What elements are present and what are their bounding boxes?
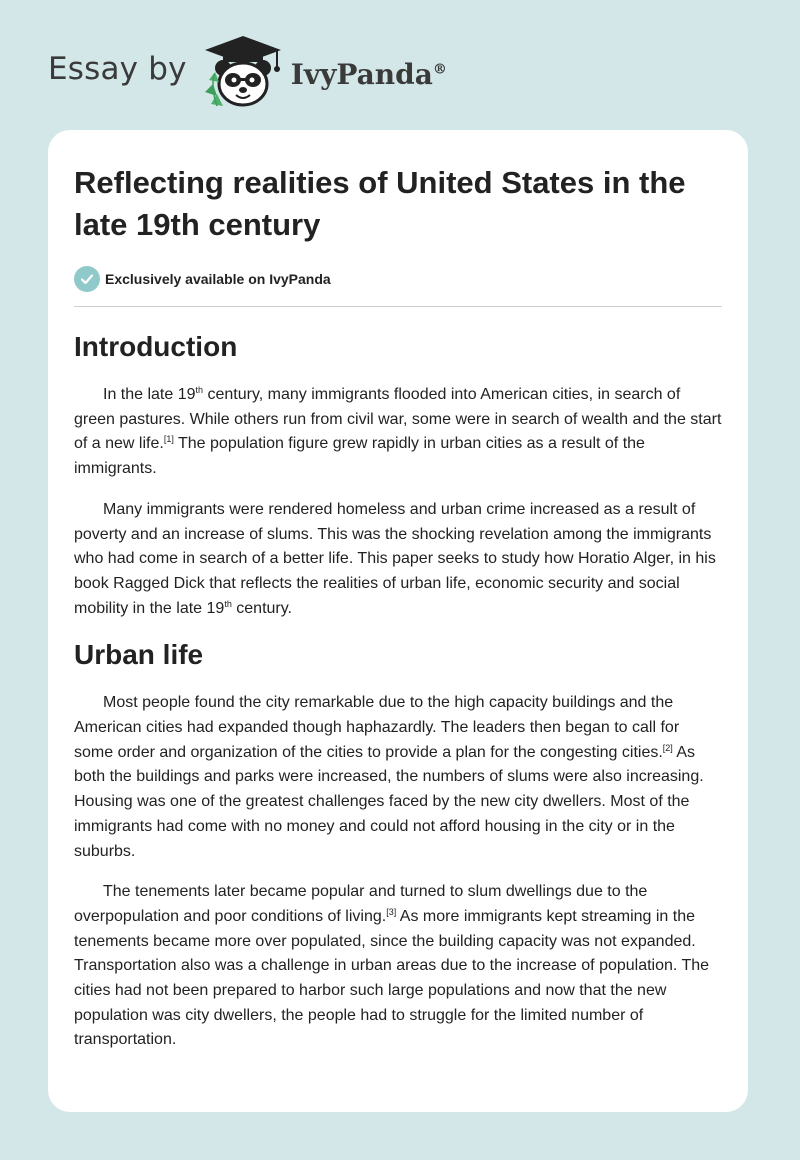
paragraph: Most people found the city remarkable due to the high capacity buildings and the American cities had expanded though haphazardly. The leaders then began to call for some order and organization of the cities to provide a plan for the congesting cities.[2] As both the buildings and parks were increased, the numbers of slums were also increasing. Housing was one of the greatest challenges faced by the new city dwellers. Most of the immigrants had come with no money and could not afford housing in the city or in the suburbs.: [74, 694, 704, 860]
section-heading-introduction: Introduction: [74, 331, 238, 362]
brand-header: [48, 34, 447, 110]
paragraph: Many immigrants were rendered homeless and urban crime increased as a result of poverty and an increase of slums. This was the shocking revelation among the immigrants who had come in search of a better life. This paper seeks to study how Horatio Alger, in his book Ragged Dick that reflects the realities of urban life, economic security and social mobility in the late 19th century.: [74, 500, 716, 617]
paragraph: In the late 19th century, many immigrants flooded into American cities, in search of green pastures. While others run from civil war, some were in search of wealth and the start of a new life.[1] The population figure grew rapidly in urban cities as a result of the immigrants.: [74, 385, 722, 478]
section-heading-urban-life: Urban life: [74, 639, 204, 671]
exclusive-label: Exclusively available on IvyPanda: [105, 271, 331, 287]
footnote-ref-2[interactable]: [2]: [662, 742, 673, 753]
article-title: Reflecting realities of United States in the late 19th century: [74, 165, 686, 242]
paragraph: The tenements later became popular and turned to slum dwellings due to the overpopulation and poor conditions of living.[3] As more immigrants kept streaming in the tenements became more over populated, since the building capacity was not expanded. Transportation also was a challenge in urban areas due to the increase of population. The cities had not been prepared to harbor such large populations and now that the new population was city dwellers, the people had to struggle for the limited number of transportation.: [74, 883, 710, 1049]
divider: [74, 306, 722, 307]
footnote-ref-3[interactable]: [3]: [386, 906, 397, 917]
check-circle-icon: [74, 266, 100, 292]
brand-prefix: Essay by: [48, 51, 187, 87]
footnote-ref-1[interactable]: [1]: [163, 434, 174, 445]
brand-name: IvyPanda®: [290, 57, 447, 91]
ivypanda-logo-icon[interactable]: [199, 34, 287, 110]
exclusive-badge: [74, 266, 722, 292]
article-card: [48, 130, 748, 1112]
registered-mark: ®: [432, 61, 447, 78]
